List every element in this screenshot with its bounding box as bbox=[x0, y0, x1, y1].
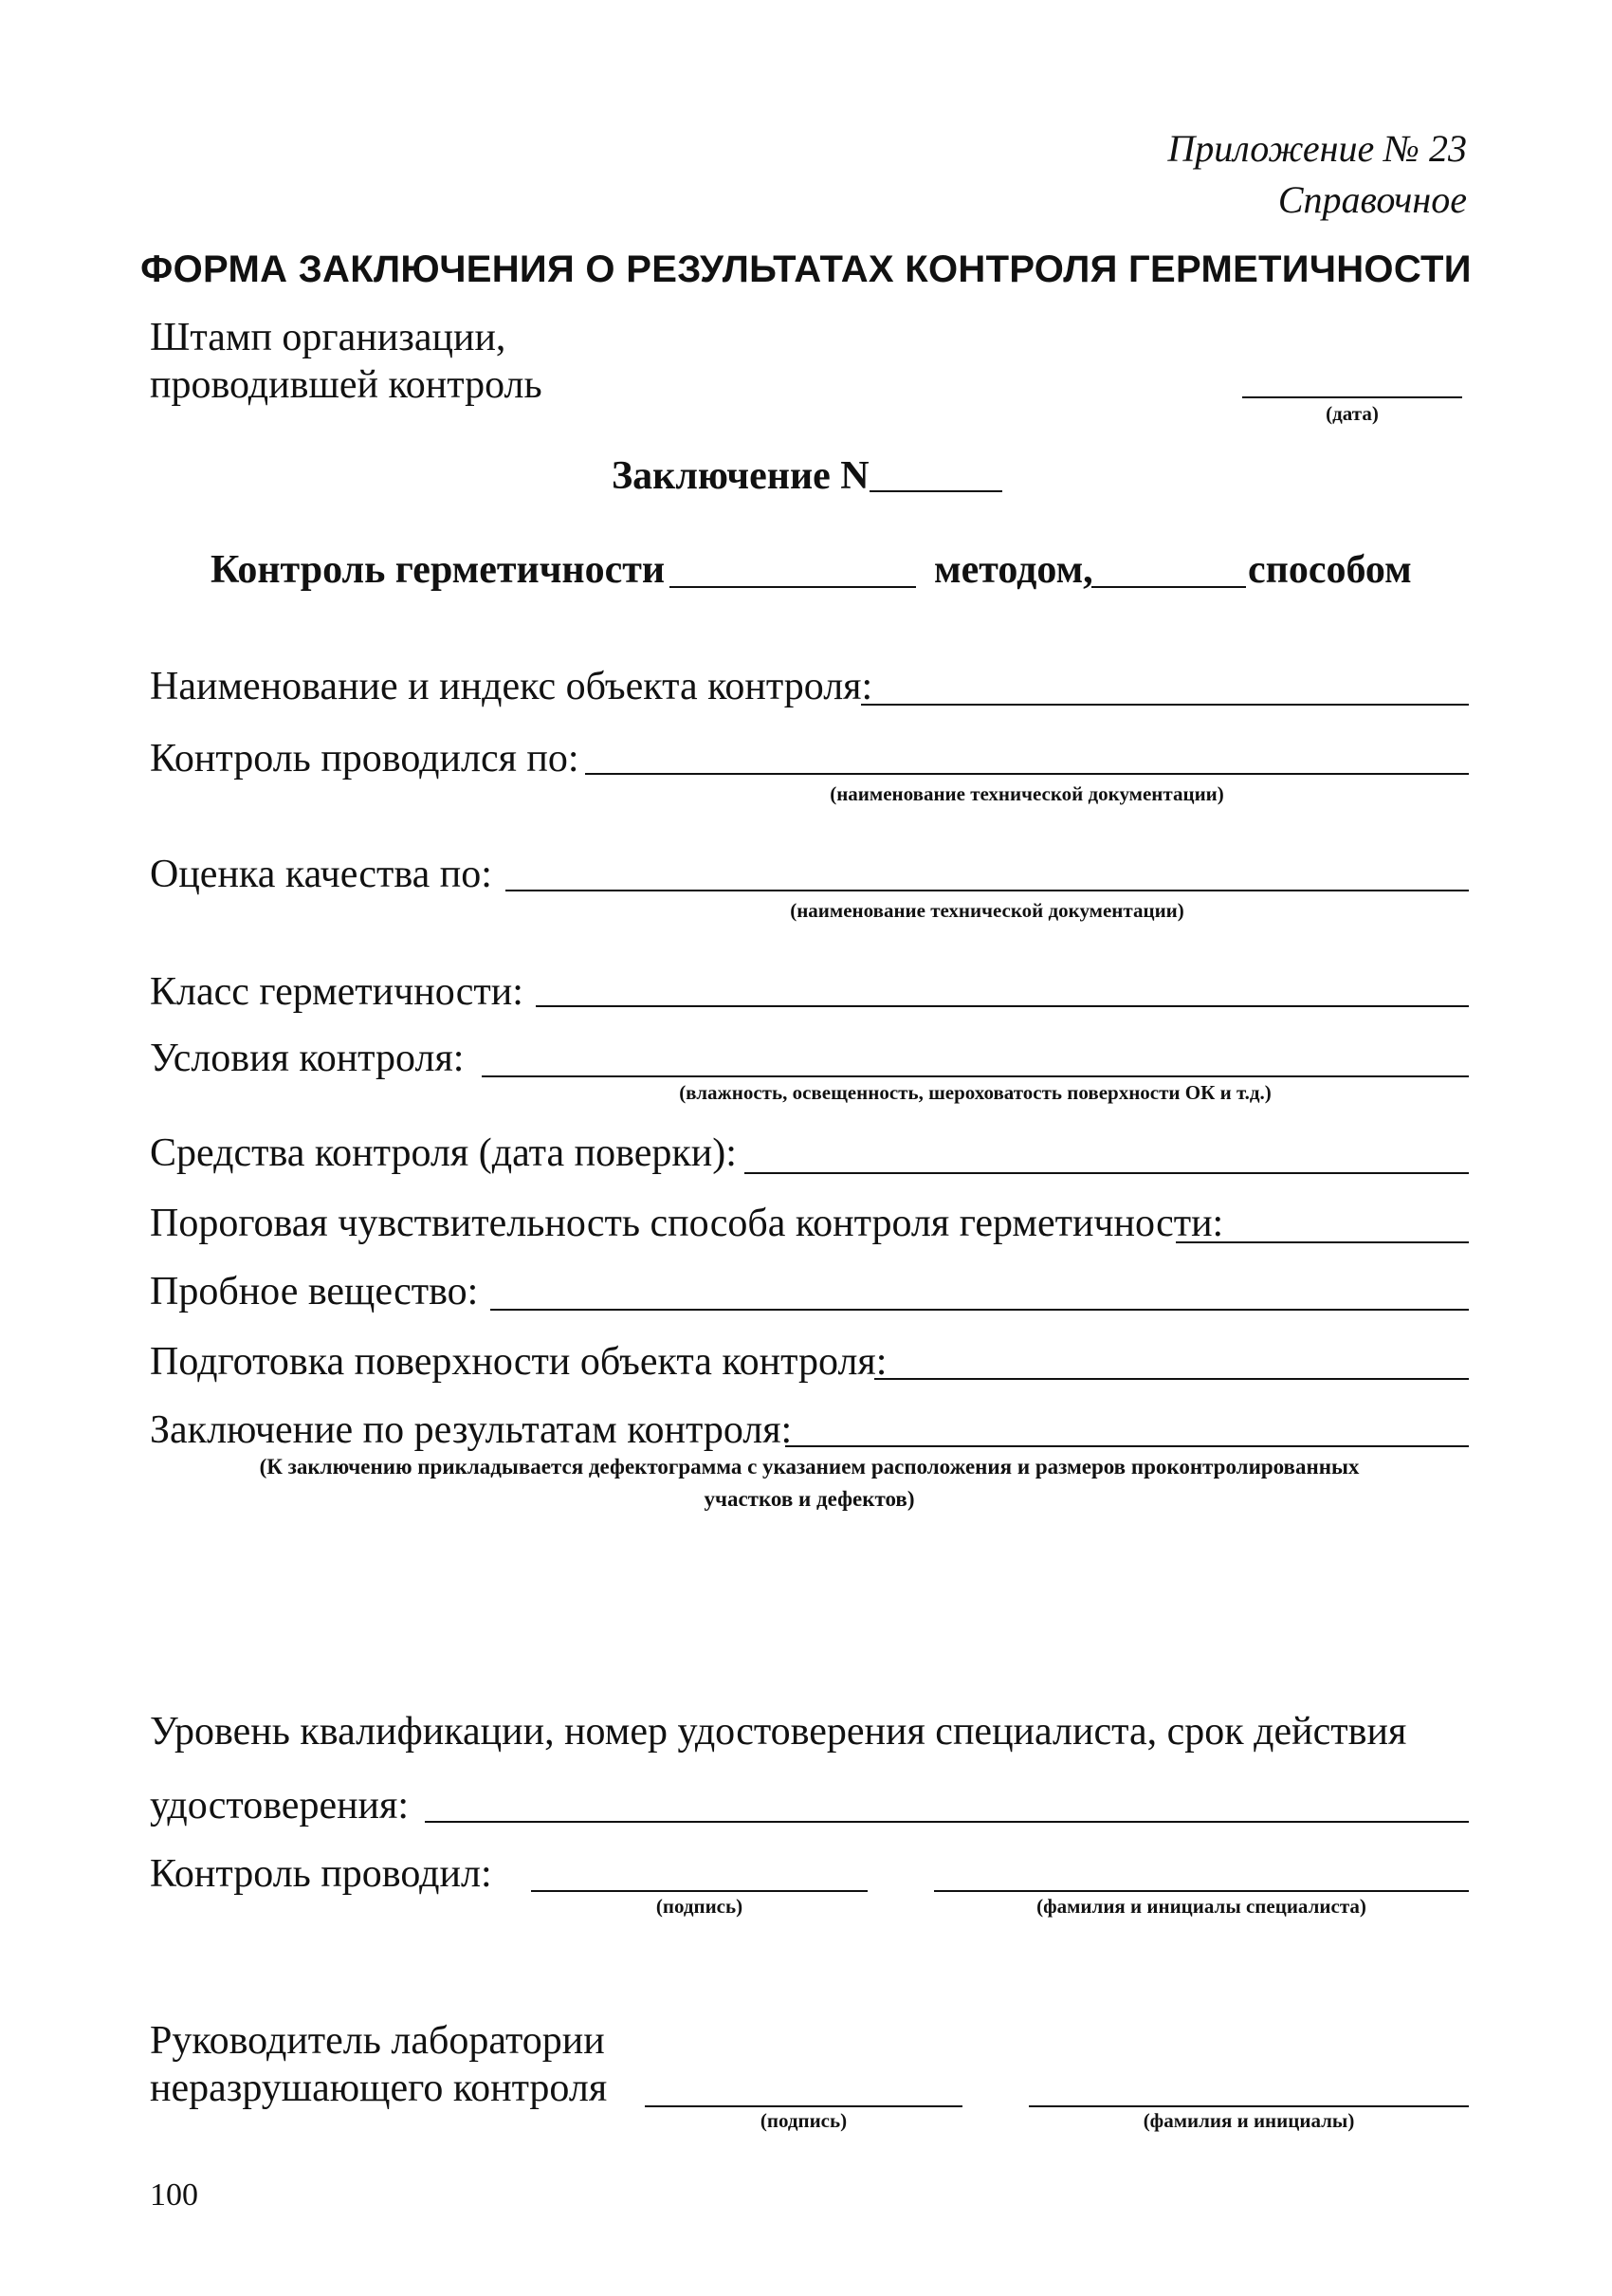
lab-head-name-caption: (фамилия и инициалы) bbox=[1143, 2109, 1355, 2132]
tightness-class-label: Класс герметичности: bbox=[150, 970, 523, 1014]
test-substance-line[interactable] bbox=[490, 1309, 1469, 1311]
surface-prep-line[interactable] bbox=[874, 1378, 1469, 1380]
conditions-caption: (влажность, освещенность, шероховатость поверхности ОК и т.д.) bbox=[679, 1081, 1272, 1104]
results-note-line2: участков и дефектов) bbox=[704, 1487, 915, 1511]
results-line[interactable] bbox=[785, 1445, 1469, 1447]
control-line-part3: способом bbox=[1248, 548, 1412, 592]
inspector-name-caption: (фамилия и инициалы специалиста) bbox=[1036, 1895, 1366, 1918]
inspector-name-line[interactable] bbox=[934, 1890, 1469, 1892]
threshold-label: Пороговая чувствительность способа контроля герметичности: bbox=[150, 1202, 1224, 1245]
stamp-label-line2: проводившей контроль bbox=[150, 363, 542, 407]
quality-per-line[interactable] bbox=[505, 890, 1469, 891]
appendix-header bbox=[1167, 123, 1467, 226]
control-per-caption: (наименование технической документации) bbox=[830, 782, 1224, 805]
test-substance-label: Пробное вещество: bbox=[150, 1270, 479, 1313]
means-line[interactable] bbox=[744, 1172, 1469, 1174]
lab-head-sign-line[interactable] bbox=[645, 2105, 962, 2107]
results-label: Заключение по результатам контроля: bbox=[150, 1408, 793, 1452]
form-title: ФОРМА ЗАКЛЮЧЕНИЯ О РЕЗУЛЬТАТАХ КОНТРОЛЯ ГЕРМЕТИЧНОСТИ bbox=[140, 248, 1472, 290]
means-label: Средства контроля (дата поверки): bbox=[150, 1131, 737, 1175]
conditions-line[interactable] bbox=[482, 1075, 1469, 1077]
qualification-line[interactable] bbox=[425, 1821, 1469, 1823]
control-line-part2: методом, bbox=[934, 548, 1093, 592]
tightness-class-line[interactable] bbox=[536, 1005, 1469, 1007]
results-note-line1: (К заключению прикладывается дефектограмма с указанием расположения и размеров проконтролированных bbox=[259, 1455, 1360, 1479]
appendix-label: Приложение № 23 bbox=[1167, 127, 1467, 170]
control-per-line[interactable] bbox=[585, 773, 1469, 775]
object-name-line[interactable] bbox=[861, 704, 1469, 706]
control-type-line[interactable] bbox=[669, 586, 916, 588]
page-number: 100 bbox=[150, 2177, 198, 2213]
qualification-label-line1: Уровень квалификации, номер удостоверения специалиста, срок действия bbox=[150, 1710, 1407, 1754]
lab-head-name-line[interactable] bbox=[1029, 2105, 1469, 2107]
appendix-type: Справочное bbox=[1277, 178, 1467, 221]
lab-head-label-line1: Руководитель лаборатории bbox=[150, 2019, 605, 2063]
date-field-line[interactable] bbox=[1242, 396, 1462, 398]
conclusion-heading: Заключение N bbox=[612, 454, 870, 498]
inspector-sign-caption: (подпись) bbox=[655, 1895, 743, 1918]
threshold-line[interactable] bbox=[1176, 1241, 1469, 1243]
quality-per-caption: (наименование технической документации) bbox=[790, 899, 1184, 922]
surface-prep-label: Подготовка поверхности объекта контроля: bbox=[150, 1340, 888, 1384]
lab-head-label-line2: неразрушающего контроля bbox=[150, 2066, 608, 2110]
date-caption: (дата) bbox=[1326, 402, 1379, 425]
conditions-label: Условия контроля: bbox=[150, 1037, 465, 1080]
control-per-label: Контроль проводился по: bbox=[150, 737, 579, 781]
stamp-label-line1: Штамп организации, bbox=[150, 316, 506, 359]
quality-per-label: Оценка качества по: bbox=[150, 853, 492, 896]
method-line[interactable] bbox=[1091, 586, 1246, 588]
qualification-label-line2: удостоверения: bbox=[150, 1784, 410, 1828]
conclusion-number-line[interactable] bbox=[870, 490, 1002, 492]
control-line-part1: Контроль герметичности bbox=[211, 548, 666, 592]
object-name-label: Наименование и индекс объекта контроля: bbox=[150, 665, 873, 708]
lab-head-sign-caption: (подпись) bbox=[760, 2109, 848, 2132]
inspector-label: Контроль проводил: bbox=[150, 1852, 492, 1896]
inspector-sign-line[interactable] bbox=[531, 1890, 868, 1892]
